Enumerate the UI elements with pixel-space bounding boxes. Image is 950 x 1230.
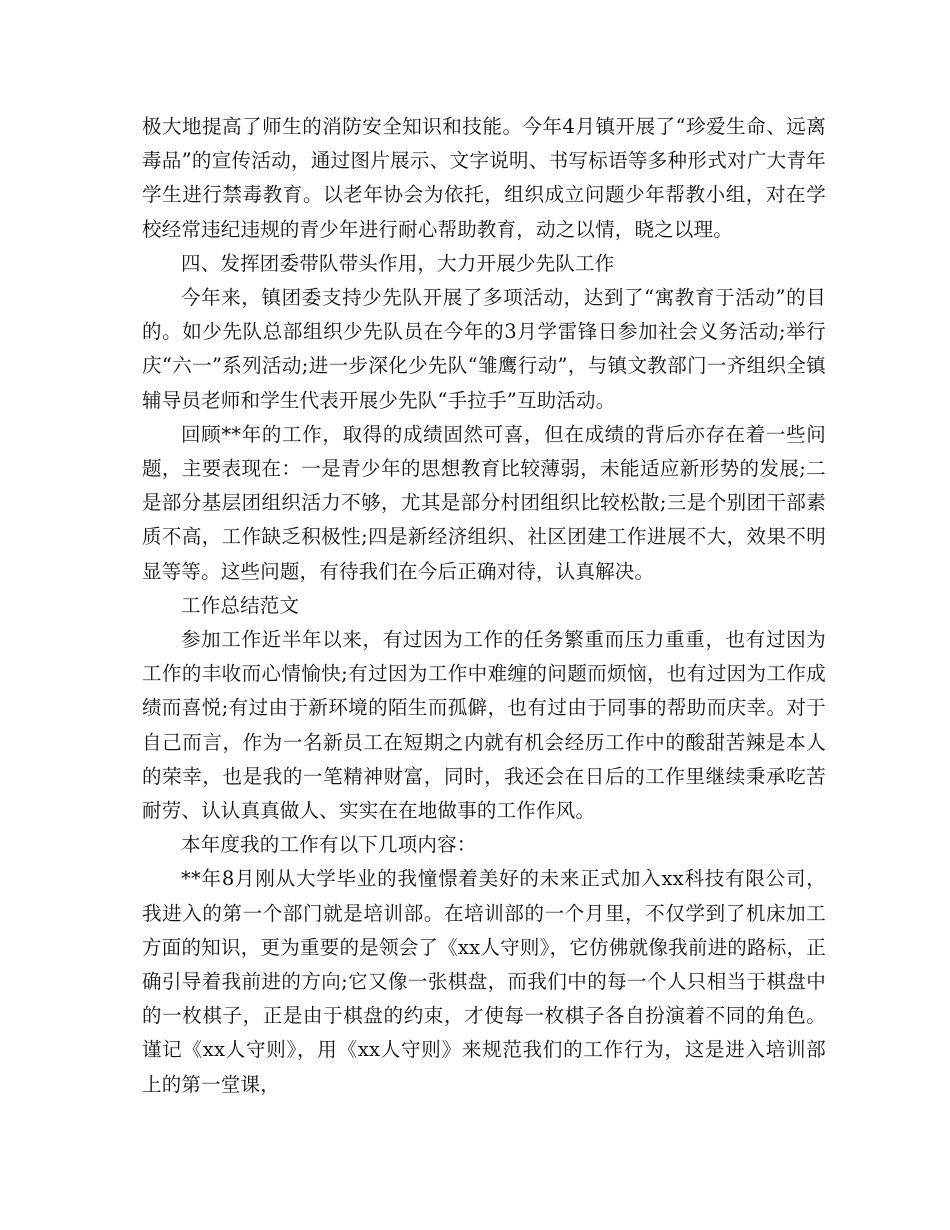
section-heading-young-pioneers: 四、发挥团委带队带头作用，大力开展少先队工作 (181, 251, 615, 275)
paragraph-young-pioneer-activities: 今年来，镇团委支持少先队开展了多项活动，达到了“寓教育于活动”的目的。如少先队总部组织少先队员在今年的3月学雷锋日参加社会义务活动;举行庆“六一”系列活动;进一步深化少先队“雏鹰行动”，与镇文教部门一齐组织全镇辅导员老师和学生代表开展少先队“手拉手”互助活动。 (142, 286, 826, 412)
paragraph-half-year-reflection: 参加工作近半年以来，有过因为工作的任务繁重而压力重重，也有过因为工作的丰收而心情愉快;有过因为工作中难缠的问题而烦恼，也有过因为工作成绩而喜悦;有过由于新环境的陌生而孤僻，也有过由于同事的帮助而庆幸。对于自己而言，作为一名新员工在短期之内就有机会经历工作中的酸甜苦辣是本人的荣幸，也是我的一笔精神财富，同时，我还会在日后的工作里继续秉承吃苦耐劳、认认真真做人、实实在在地做事的工作作风。 (142, 628, 826, 823)
paragraph-fire-safety-and-drug-education: 极大地提高了师生的消防安全知识和技能。今年4月镇开展了“珍爱生命、远离毒品”的宣传活动，通过图片展示、文字说明、书写标语等多种形式对广大青年学生进行禁毒教育。以老年协会为依托，组织成立问题少年帮教小组，对在学校经常违纪违规的青少年进行耐心帮助教育，动之以情，晓之以理。 (142, 115, 826, 241)
section-heading-work-summary-sample: 工作总结范文 (181, 593, 300, 617)
paragraph-training-department: **年8月刚从大学毕业的我憧憬着美好的未来正式加入xx科技有限公司，我进入的第一个部门就是培训部。在培训部的一个月里，不仅学到了机床加工方面的知识，更为重要的是领会了《xx人守则》，它仿佛就像我前进的路标，正确引导着我前进的方向;它又像一张棋盘，而我们中的每一个人只相当于棋盘中的一枚棋子，正是由于棋盘的约束，才使每一枚棋子各自扮演着不同的角色。谨记《xx人守则》，用《xx人守则》来规范我们的工作行为，这是进入培训部上的第一堂课， (142, 867, 826, 1096)
paragraph-review-problems: 回顾**年的工作，取得的成绩固然可喜，但在成绩的背后亦存在着一些问题，主要表现在：一是青少年的思想教育比较薄弱，未能适应新形势的发展;二是部分基层团组织活力不够，尤其是部分村团组织比较松散;三是个别团干部素质不高，工作缺乏积极性;四是新经济组织、社区团建工作进展不大，效果不明显等等。这些问题，有待我们在今后正确对待，认真解决。 (142, 422, 826, 583)
document-body (142, 110, 826, 1102)
paragraph-work-contents-intro: 本年度我的工作有以下几项内容： (181, 833, 477, 857)
